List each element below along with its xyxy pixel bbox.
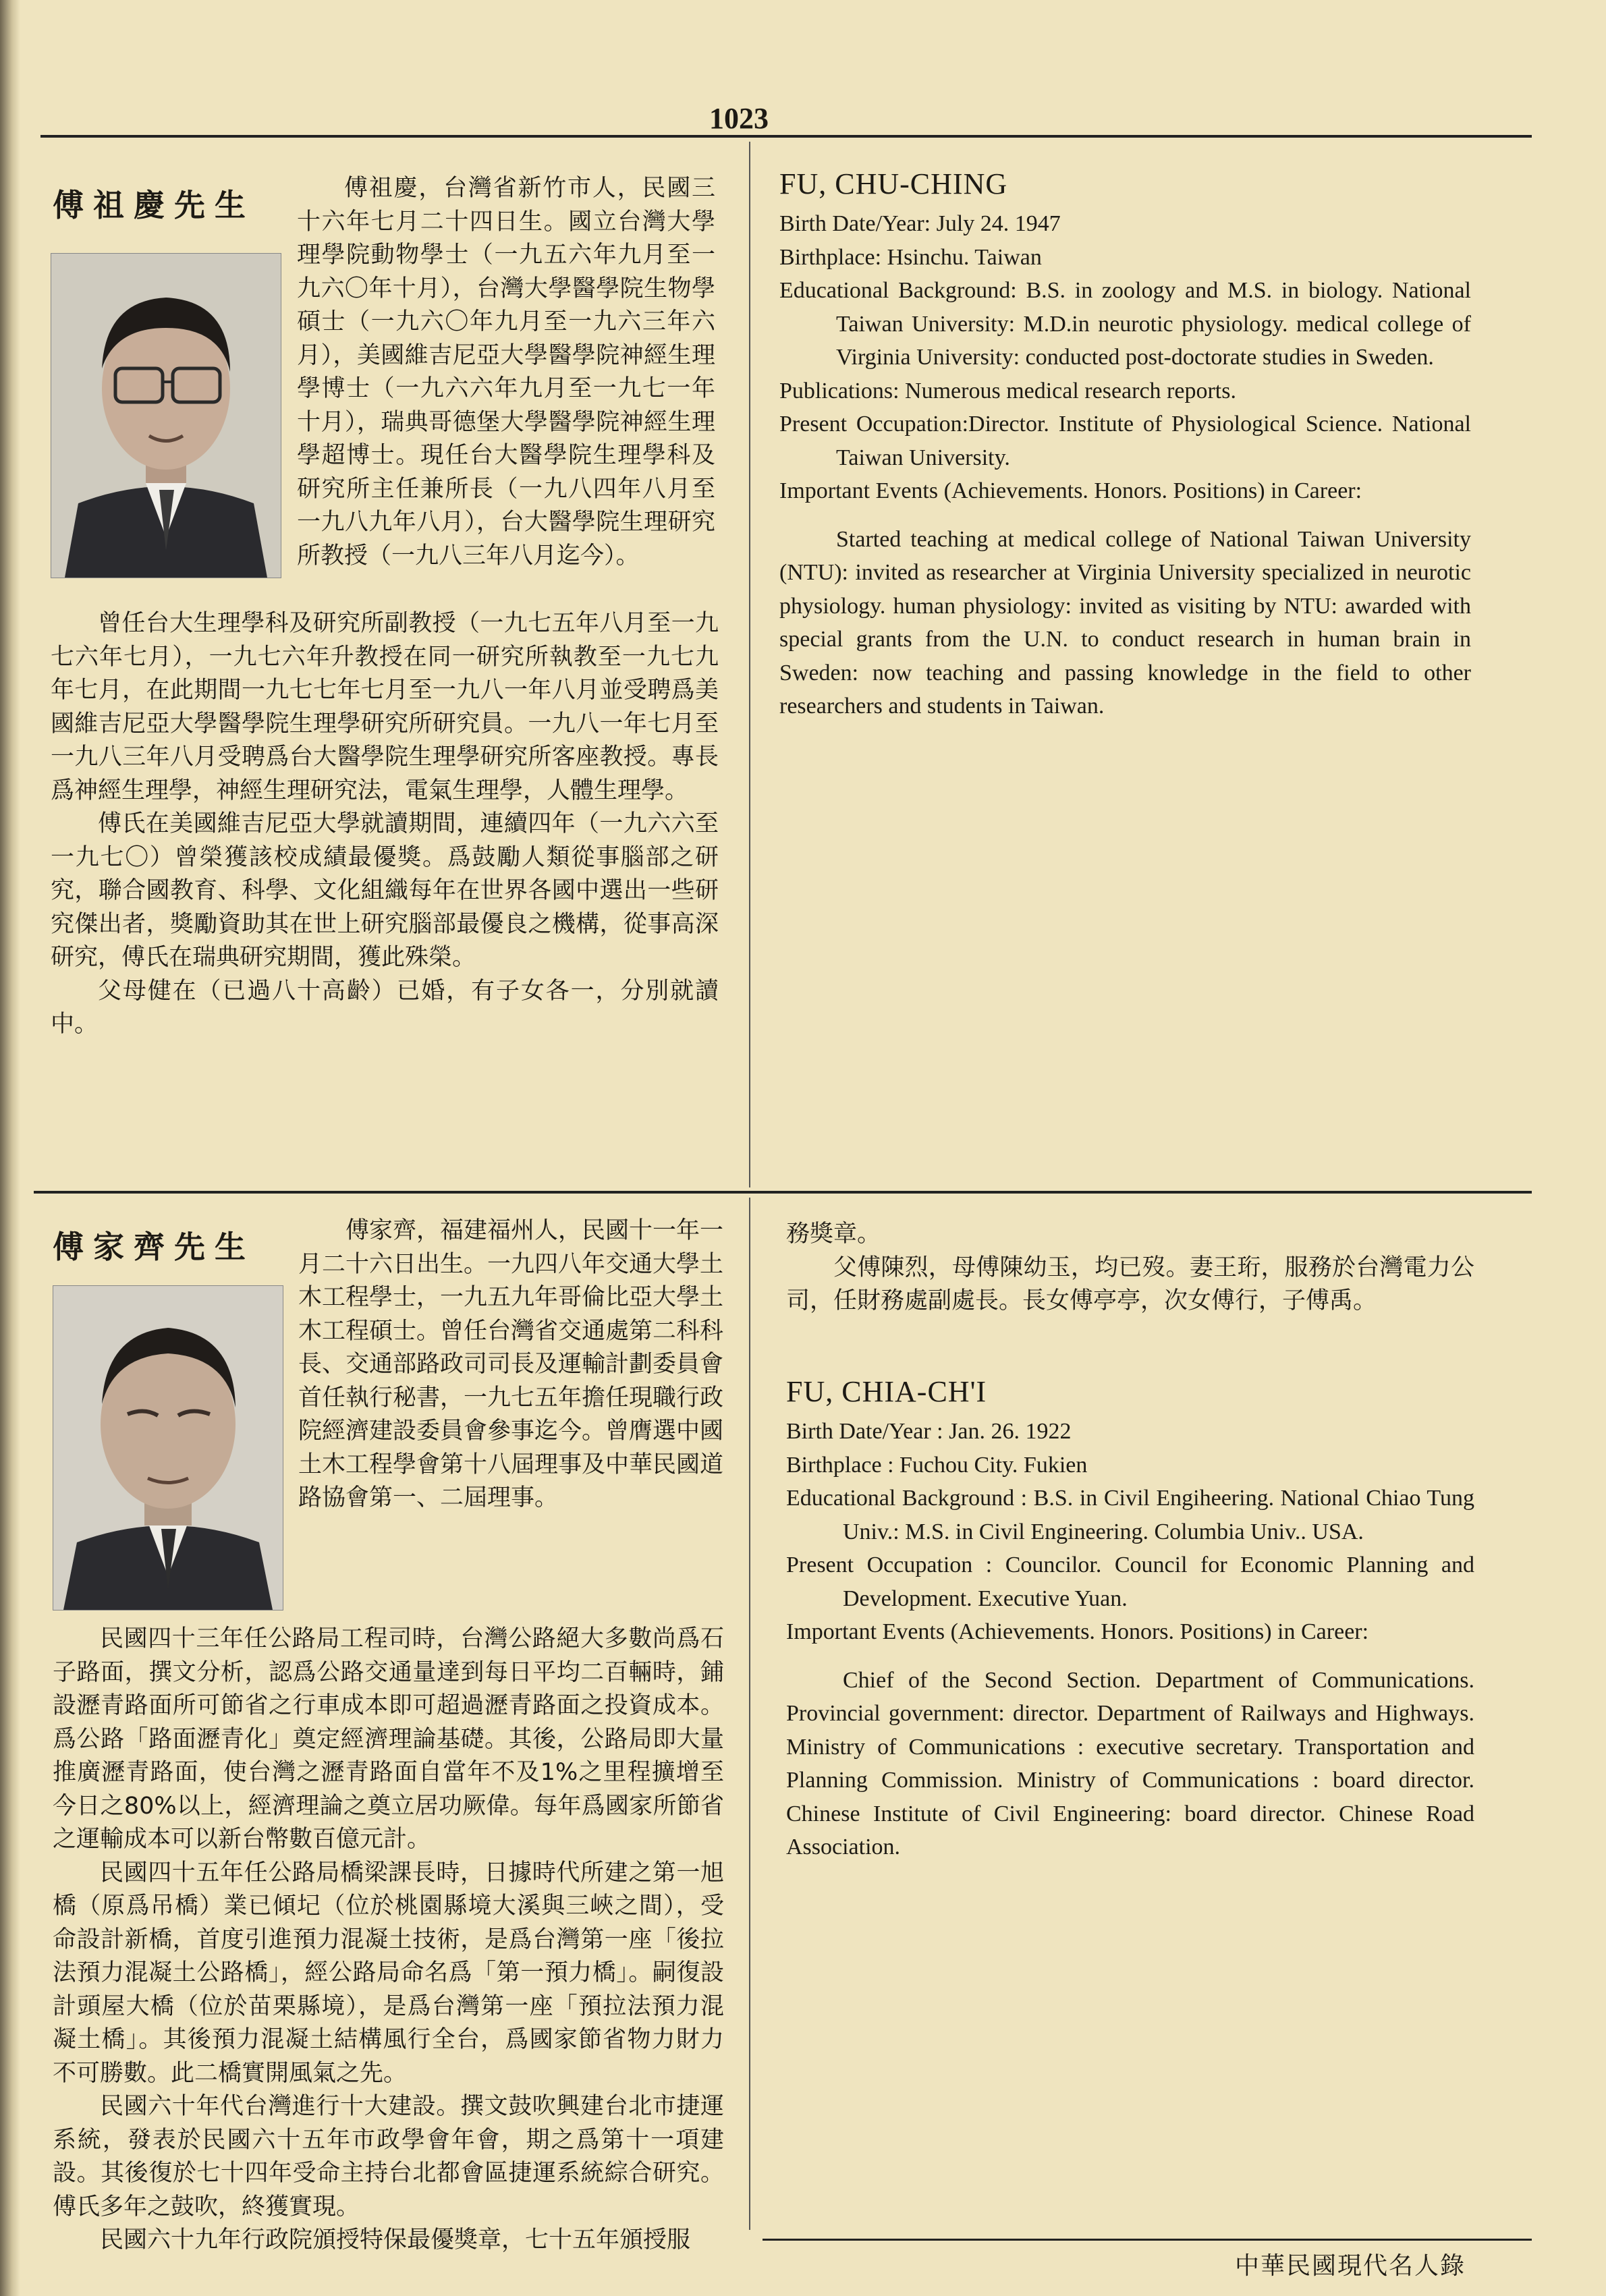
entry1-events-heading: Important Events (Achievements. Honors. Positions) in Career: bbox=[779, 478, 1362, 503]
entry2-career-text: Chief of the Second Section. Department of Communications. Provincial government: director. Department of Railways and Highways. Ministry of Communications : executive secretary. Transportation and Planning Commission. Ministry of Communications : board director. Chinese Institute of Civil Engineering: board director. Chinese Road Association. bbox=[786, 1667, 1474, 1859]
entry2-chinese-bio-body bbox=[53, 1623, 724, 2253]
entry1-portrait-photo bbox=[51, 253, 281, 578]
entry2-events-heading: Important Events (Achievements. Honors. Positions) in Career: bbox=[786, 1619, 1369, 1644]
entry2-occupation: Present Occupation : Councilor. Council for Economic Planning and Development. Executive Yuan. bbox=[786, 1552, 1474, 1611]
entry2-cn-paragraph: 民國四十五年任公路局橋梁課長時，日據時代所建之第一旭橋（原爲吊橋）業已傾圮（位於桃園縣境大溪與三峽之間），受命設計新橋，首度引進預力混凝土技術，是爲台灣第一座「後拉法預力混凝土公路橋」，經公路局命名爲「第一預力橋」。嗣復設計頭屋大橋（位於苗栗縣境），是爲台灣第一座「預拉法預力混凝土橋」。其後預力混凝土結構風行全台，爲國家節省物力財力不可勝數。此二橋實開風氣之先。 bbox=[53, 1859, 724, 2087]
entry1-english-name: FU, CHU-CHING bbox=[779, 167, 1008, 200]
entry1-chinese-name: 傅祖慶先生 bbox=[53, 187, 255, 223]
entry2-cn-paragraph: 傅家齊，福建福州人，民國十一年一月二十六日出生。一九四八年交通大學土木工程學士，一九五九年哥倫比亞大學土木工程碩士。曾任台灣省交通處第二科科長、交通部路政司司長及運輸計劃委員會首任執行秘書，一九七五年擔任現職行政院經濟建設委員會參事迄今。曾膺選中國土木工程學會第十八屆理事及中華民國道路協會第一、二屆理事。 bbox=[298, 1217, 724, 1511]
entry1-education: Educational Background: B.S. in zoology and M.S. in biology. National Taiwan University: M.D.in neurotic physiology. medical college of Virginia University: conducted post-doctorate studies in Sweden. bbox=[779, 278, 1471, 370]
entry1-cn-paragraph: 傅氏在美國維吉尼亞大學就讀期間，連續四年（一九六六至一九七〇）曾榮獲該校成績最優獎。爲鼓勵人類從事腦部之研究，聯合國教育、科學、文化組織每年在世界各國中選出一些研究傑出者，獎勵資助其在世上研究腦部最優良之機構，從事高深研究，傅氏在瑞典研究期間，獲此殊榮。 bbox=[51, 810, 719, 971]
entry2-chinese-name: 傅家齊先生 bbox=[53, 1229, 255, 1265]
entry1-birth-date: Birth Date/Year: July 24. 1947 bbox=[779, 211, 1061, 236]
entry2-birthplace: Birthplace : Fuchou City. Fukien bbox=[786, 1452, 1088, 1478]
column-divider-bottom bbox=[749, 1198, 750, 2230]
portrait-image bbox=[51, 254, 281, 578]
entry1-cn-paragraph: 曾任台大生理學科及研究所副教授（一九七五年八月至一九七六年七月），一九七六年升教授在同一研究所執教至一九七九年七月，在此期間一九七七年七月至一九八一年八月並受聘爲美國維吉尼亞大學醫學院生理學研究所研究員。一九八一年七月至一九八三年八月受聘爲台大醫學院生理學研究所客座教授。專長爲神經生理學，神經生理研究法，電氣生理學，人體生理學。 bbox=[51, 610, 719, 804]
entry2-cn-paragraph: 民國六十九年行政院頒授特保最優獎章，七十五年頒授服 bbox=[100, 2227, 691, 2253]
entry2-cn-paragraph: 民國四十三年任公路局工程司時，台灣公路絕大多數尚爲石子路面，撰文分析，認爲公路交通量達到每日平均二百輛時，鋪設瀝青路面所可節省之行車成本即可超過瀝青路面之投資成本。爲公路「路面瀝青化」奠定經濟理論基礎。其後，公路局即大量推廣瀝青路面，使台灣之瀝青路面自當年不及1%之里程擴增至今日之80%以上，經濟理論之奠立居功厥偉。每年爲國家所節省之運輸成本可以新台幣數百億元計。 bbox=[53, 1625, 724, 1853]
entry1-publications: Publications: Numerous medical research reports. bbox=[779, 378, 1236, 403]
column-divider-top bbox=[749, 142, 750, 1187]
entry2-english-bio bbox=[786, 1373, 1474, 1864]
entry2-cn-cont-line: 務獎章。 bbox=[786, 1221, 881, 1248]
section-divider-rule bbox=[34, 1191, 1532, 1194]
portrait-image bbox=[53, 1286, 283, 1610]
entry1-birthplace: Birthplace: Hsinchu. Taiwan bbox=[779, 244, 1042, 270]
entry1-occupation: Present Occupation:Director. Institute of Physiological Science. National Taiwan University. bbox=[779, 412, 1471, 470]
entry2-cn-paragraph: 民國六十年代台灣進行十大建設。撰文鼓吹興建台北市捷運系統，發表於民國六十五年市政學會年會，期之爲第十一項建設。其後復於七十四年受命主持台北都會區捷運系統綜合研究。傅氏多年之鼓吹，終獲實現。 bbox=[53, 2093, 724, 2220]
entry2-portrait-photo bbox=[53, 1285, 283, 1611]
entry1-career-text: Started teaching at medical college of National Taiwan University (NTU): invited as researcher at Virginia University specialized in neurotic physiology. human physiology: invited as visiting by NTU: awarded with special grants from the U.N. to conduct research in human brain in Sweden: now teaching and passing knowledge in the field to other researchers and students in Taiwan. bbox=[779, 526, 1471, 719]
footer-rule bbox=[763, 2239, 1532, 2241]
entry2-chinese-continuation bbox=[786, 1218, 1474, 1318]
entry1-cn-paragraph: 傅祖慶，台灣省新竹市人，民國三十六年七月二十四日生。國立台灣大學理學院動物學士（一九五六年九月至一九六〇年十月），台灣大學醫學院生物學碩士（一九六〇年九月至一九六三年六月），美國維吉尼亞大學醫學院神經生理學博士（一九六六年九月至一九七一年十月），瑞典哥德堡大學醫學院神經生理學超博士。現任台大醫學院生理學科及研究所主任兼所長（一九八四年八月至一九八九年八月），台大醫學院生理研究所教授（一九八三年八月迄今）。 bbox=[297, 175, 715, 569]
entry2-education: Educational Background : B.S. in Civil Engiheering. National Chiao Tung Univ.: M.S. in Civil Engineering. Columbia Univ.. USA. bbox=[786, 1486, 1474, 1544]
entry1-english-bio bbox=[779, 165, 1471, 723]
book-gutter-shadow bbox=[0, 0, 20, 2296]
footer-book-title: 中華民國現代名人錄 bbox=[1235, 2252, 1466, 2280]
entry1-cn-paragraph: 父母健在（已過八十高齡）已婚，有子女各一，分別就讀中。 bbox=[51, 977, 719, 1038]
entry1-chinese-bio-intro bbox=[297, 172, 715, 569]
entry1-chinese-bio-body bbox=[51, 607, 719, 1080]
top-rule bbox=[40, 135, 1532, 138]
entry2-chinese-bio-intro bbox=[298, 1214, 723, 1592]
entry2-cn-cont-line: 父傅陳烈，母傅陳幼玉，均已歿。妻王珩，服務於台灣電力公司，任財務處副處長。長女傅亭亭，次女傅行，子傅禹。 bbox=[786, 1254, 1474, 1314]
entry2-birth-date: Birth Date/Year : Jan. 26. 1922 bbox=[786, 1419, 1072, 1444]
page-number: 1023 bbox=[709, 102, 769, 135]
entry2-english-name: FU, CHIA-CH'I bbox=[786, 1375, 987, 1408]
